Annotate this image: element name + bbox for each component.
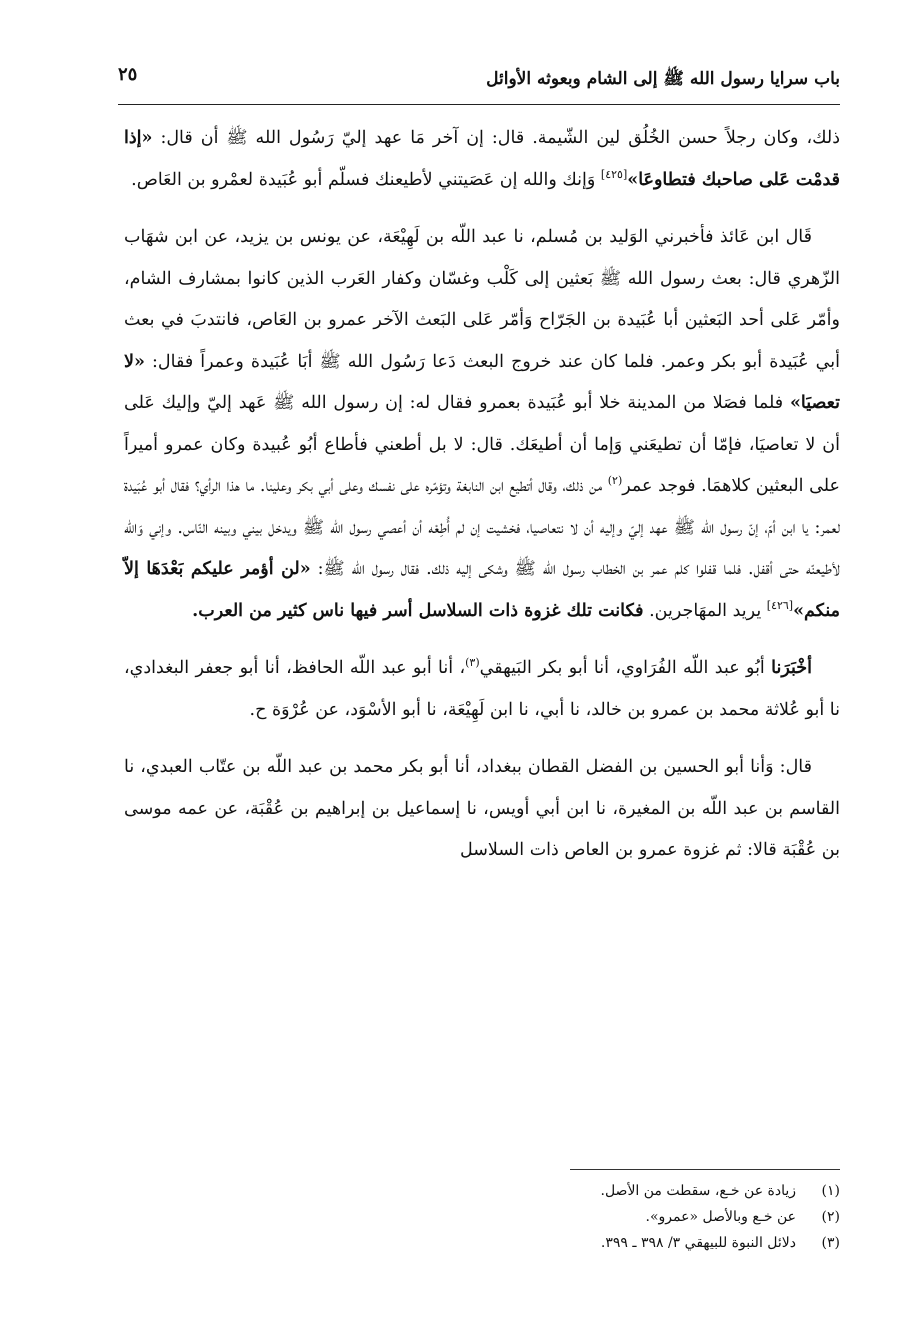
text-run: فلما فصَلا من المدينة خلا أبو عُبَيدة بعمرو فقال له: إن رسول الله ﷺ عَهد إليّ وإليك عَلى أن لا تعاصيَا، فإمّا أن تطيعَني وَإما أن أطيعَك. قال: لا بل أطعني فأطاع أبُو عُبيدة وكان عمرو أميراً على البعثين كلاهمَا. فوجد عمر — [124, 393, 840, 496]
note-reference: [٤٢٦] — [766, 598, 794, 612]
text-run: أبُو عبد اللّه الفُرَاوي، أنا أبو بكر البَيهقي — [479, 658, 772, 678]
text-run: من ذلك، وقال أتطيع ابن النابغة وتؤمّره على نفسك وعلى أبي بكر وعلينا. ما هذا الرأي؟ فقال أبو عُبَيدة لعمر: يا ابن أمّ، إنّ رسول الله ﷺ عهد إليّ وإليه أن لا نتعاصيا، فخشيت إن لم أُطِعْه أن أعصي رسول الله ﷺ ويدخل بيني وبينه النّاس. وإني وَالله لأطيعنّه حتى أقفل. فلما قفلوا كلم عمر بن الخطاب رسول الله ﷺ وشكى إليه ذلك. فقال رسول الله ﷺ: — [124, 476, 840, 579]
header-rule — [118, 104, 840, 105]
note-reference: (٢) — [607, 474, 623, 488]
footnote — [124, 1230, 840, 1256]
emphasized-text: «لن أؤمر عليكم بَعْدَهَا إلاّ منكم» — [124, 559, 840, 621]
text-run: قال: وَأنا أبو الحسين بن الفضل القطان ببغداد، أنا أبو بكر محمد بن عبد اللّه بن عتّاب العبدي، نا القاسم بن عبد اللّه بن المغيرة، نا ابن أبي أويس، نا إسماعيل بن إبراهيم بن عُقْبَة، عن عمه موسى بن عُقْبَة قالا: ثم غزوة عمرو بن العاص ذات السلاسل — [124, 757, 840, 860]
footnote — [124, 1178, 840, 1204]
body-text — [124, 118, 840, 872]
paragraph — [124, 747, 840, 872]
note-reference: (٣) — [465, 656, 480, 670]
running-title: باب سرايا رسول الله ﷺ إلى الشام وبعوثه الأوائل — [486, 69, 840, 89]
text-run: ذلك، وكان رجلاً حسن الخُلُق لين الشّيمة. قال: إن آخر مَا عهد إليّ رَسُول الله ﷺ أن قال: — [152, 128, 840, 148]
footnotes — [124, 1178, 840, 1256]
footnote-rule — [570, 1169, 840, 1170]
paragraph — [124, 118, 840, 201]
text-run: يريد المهَاجرين. — [643, 600, 767, 621]
footnote-number: (٢) — [821, 1209, 840, 1225]
emphasized-text: «لا تعصيَا» — [124, 351, 840, 413]
note-reference: [٤٢٥] — [600, 167, 628, 181]
emphasized-text: «إذا قدمْت عَلى صاحبك فتطاوعَا» — [124, 128, 840, 190]
page-number: ٢٥ — [118, 64, 138, 85]
footnote-number: (١) — [821, 1183, 840, 1199]
paragraph — [124, 217, 840, 632]
page-header — [118, 62, 840, 102]
emphasized-text: أخْبَرَنا — [771, 658, 812, 678]
emphasized-text: فكانت تلك غزوة ذات السلاسل أسر فيها ناس كثير من العرب. — [192, 600, 644, 621]
text-run: قَال ابن عَائذ فأخبرني الوَليد بن مُسلم، نا عبد اللّه بن لَهِيْعَة، عن يونس بن يزيد، عن ابن شهَاب الزّهري قال: بعث رسول الله ﷺ بَعثين إلى كَلْب وغسّان وكفار العَرب الذين كانوا بمشارف الشام، وأمّر عَلى أحد البَعثين أبا عُبَيدة بن الجَرّاح وَأمّر عَلى البَعث الآخر عمرو بن العَاص، فانتدبَ في بعث أبي عُبَيدة أبو بكر وعمر. فلما كان عند خروج البعث دَعا رَسُول الله ﷺ أبَا عُبَيدة وعمراً فقال: — [124, 227, 840, 372]
footnote — [124, 1204, 840, 1230]
footnote-text: زيادة عن خـع، سقطت من الأصل. — [600, 1183, 796, 1199]
footnote-text: دلائل النبوة للبيهقي ٣/ ٣٩٨ ـ ٣٩٩. — [600, 1235, 796, 1251]
footnote-text: عن خـع وبالأصل «عمرو». — [645, 1209, 796, 1225]
paragraph — [124, 648, 840, 731]
text-run: ، أنا أبو عبد اللّه الحافظ، أنا أبو جعفر البغدادي، نا أبو عُلاثة محمد بن عمرو بن خالد، نا أبي، نا ابن لَهِيْعَة، نا أبو الأسْوَد، عن عُرْوَة ح. — [124, 658, 840, 720]
text-run: وَإنك والله إن عَصَيتني لأطيعنك فسلّم أبو عُبَيدة لعمْرو بن العَاص. — [131, 169, 601, 190]
footnote-number: (٣) — [821, 1235, 840, 1251]
